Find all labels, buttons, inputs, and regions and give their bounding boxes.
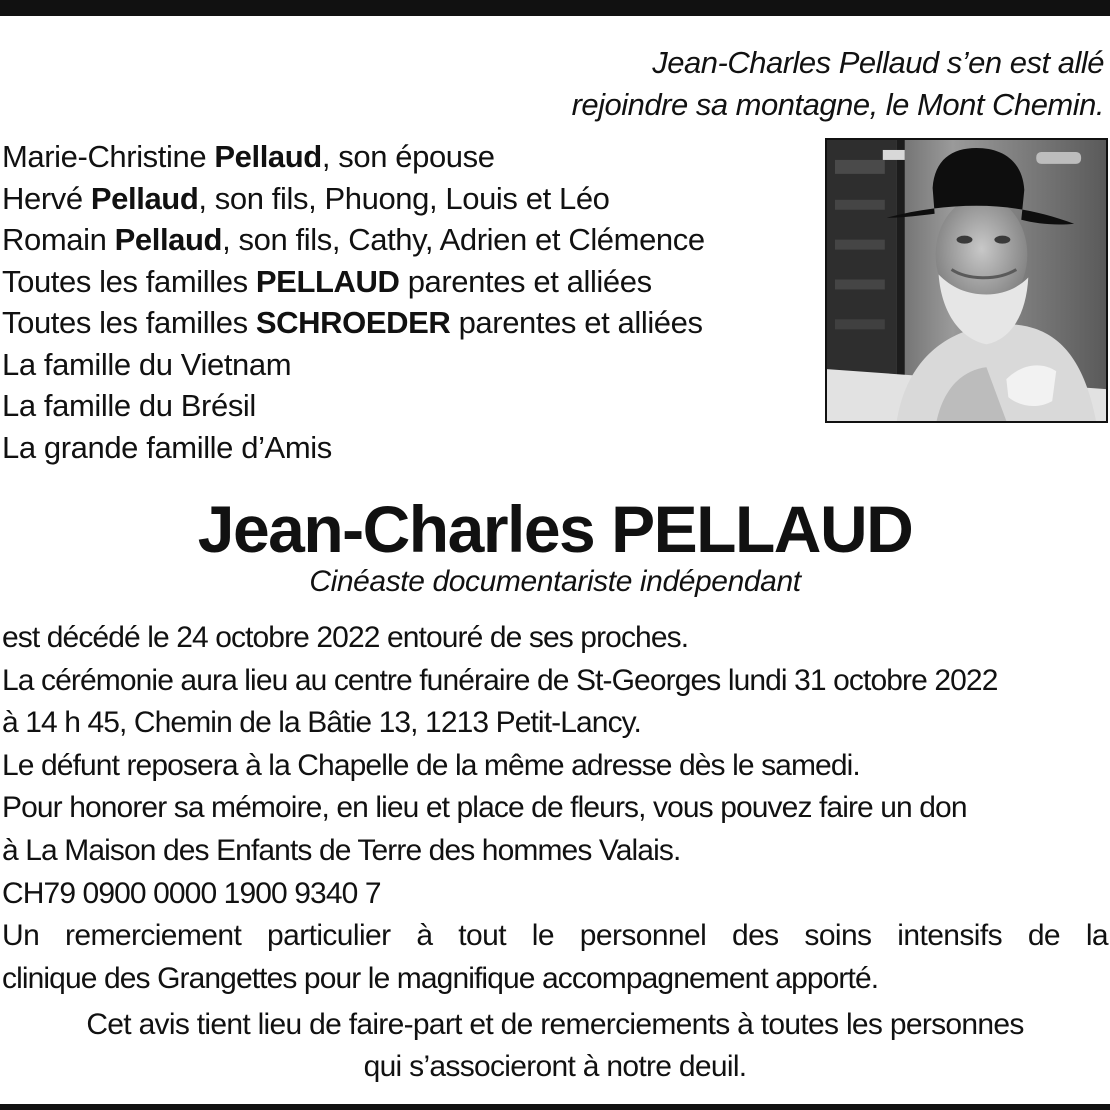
family-text: , son fils, Cathy, Adrien et Clémence — [222, 222, 705, 257]
body-line: à La Maison des Enfants de Terre des hommes Valais. — [2, 833, 681, 867]
bottom-rule — [0, 1104, 1110, 1110]
portrait-photo — [825, 138, 1108, 423]
top-rule — [0, 0, 1110, 16]
family-surname: PELLAUD — [255, 263, 400, 299]
family-text: , son fils, Phuong, Louis et Léo — [198, 180, 610, 216]
family-line — [2, 261, 802, 303]
family-surname: Pellaud — [90, 180, 199, 216]
body-line: à 14 h 45, Chemin de la Bâtie 13, 1213 Petit-Lancy. — [2, 706, 641, 740]
family-text: La grande famille d’Amis — [2, 429, 332, 465]
body-line: Pour honorer sa mémoire, en lieu et place de fleurs, vous pouvez faire un don — [2, 791, 967, 825]
portrait-image — [827, 140, 1106, 421]
family-text: Hervé — [2, 180, 91, 216]
intro-line-2: rejoindre sa montagne, le Mont Chemin. — [571, 87, 1104, 122]
intro-line-1: Jean-Charles Pellaud s’en est allé — [652, 45, 1104, 80]
family-list — [2, 136, 802, 468]
family-surname: SCHROEDER — [255, 305, 451, 340]
family-text: , son épouse — [321, 139, 495, 174]
family-surname: Pellaud — [214, 139, 322, 174]
notice-body — [2, 617, 1108, 1000]
family-line — [2, 219, 802, 261]
family-line — [2, 344, 802, 386]
body-line: La cérémonie aura lieu au centre funéraire de St-Georges lundi 31 octobre 2022 — [2, 663, 998, 697]
family-line — [2, 178, 802, 220]
closing-note — [0, 1004, 1110, 1088]
family-surname: Pellaud — [114, 222, 223, 257]
family-line — [2, 302, 802, 344]
body-line: clinique des Grangettes pour le magnifique accompagnement apporté. — [2, 961, 879, 995]
family-text: parentes et alliées — [399, 263, 652, 299]
family-line — [2, 385, 802, 427]
family-line — [2, 427, 802, 469]
family-text: Toutes les familles — [2, 305, 256, 340]
deceased-name: Jean-Charles PELLAUD — [197, 492, 913, 566]
iban-line: CH79 0900 0000 1900 9340 7 — [2, 876, 381, 910]
body-line: Un remerciement particulier à tout le personnel des soins intensifs de la — [2, 919, 1108, 953]
deceased-profession: Cinéaste documentariste indépendant — [309, 565, 801, 598]
family-text: Toutes les familles — [2, 263, 256, 299]
family-text: parentes et alliées — [450, 305, 703, 340]
closing-line-2: qui s’associeront à notre deuil. — [363, 1050, 747, 1083]
family-text: La famille du Vietnam — [2, 346, 292, 382]
intro-quote — [304, 42, 1104, 126]
family-text: La famille du Brésil — [2, 388, 256, 423]
body-line: est décédé le 24 octobre 2022 entouré de ses proches. — [2, 621, 689, 654]
closing-line-1: Cet avis tient lieu de faire-part et de remerciements à toutes les personnes — [86, 1008, 1024, 1041]
family-text: Romain — [2, 222, 115, 257]
family-line — [2, 136, 802, 178]
family-text: Marie-Christine — [2, 139, 215, 174]
body-line: Le défunt reposera à la Chapelle de la même adresse dès le samedi. — [2, 748, 860, 782]
